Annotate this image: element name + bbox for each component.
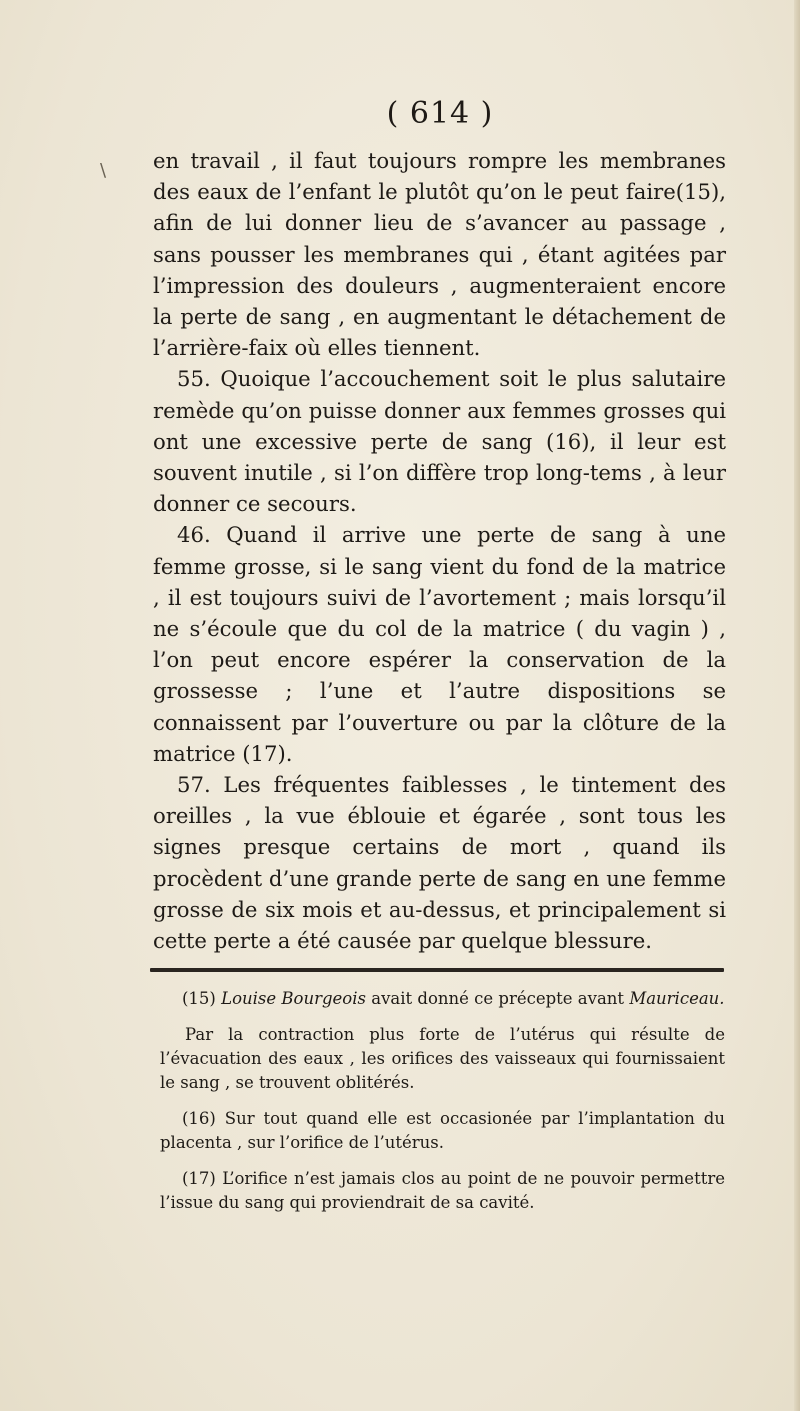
- footnote-15-name: Mauriceau.: [629, 989, 725, 1008]
- paragraph-57: 57. Les fréquentes faiblesses , le tintement des oreilles , la vue éblouie et égarée , sont tous les signes presque certains de mort , quand ils procèdent d’une grande perte de sang en une femme grosse de six mois et au-dessus, et principalement si cette perte a été causée par quelque blessure.: [153, 772, 726, 954]
- margin-mark: \: [100, 160, 107, 181]
- page-number: ( 614 ): [386, 96, 494, 131]
- footnotes: [160, 987, 725, 1227]
- page-edge-shadow: [794, 0, 800, 1411]
- footnote-15-author: Louise Bourgeois: [221, 989, 366, 1008]
- footnote-15-text: avait donné ce précepte avant: [365, 989, 630, 1008]
- main-text: [153, 145, 726, 956]
- footnote-17: (17) L’orifice n’est jamais clos au point de ne pouvoir permettre l’issue du sang qui proviendrait de sa cavité.: [160, 1169, 725, 1212]
- paragraph-55: 55. Quoique l’accouchement soit le plus salutaire remède qu’on puisse donner aux femmes grosses qui ont une excessive perte de sang (16), il leur est souvent inutile , si l’on diffère trop long-tems , à leur donner ce secours.: [153, 366, 726, 517]
- footnote-16: (16) Sur tout quand elle est occasionée par l’implantation du placenta , sur l’orifice de l’utérus.: [160, 1109, 725, 1152]
- footnote-separator-rule: [150, 968, 724, 972]
- footnote-15: [160, 987, 725, 1011]
- paragraph-continuation: en travail , il faut toujours rompre les membranes des eaux de l’enfant le plutôt qu’on le peut faire(15), afin de lui donner lieu de s’avancer au passage , sans pousser les membranes qui , étant agitées par l’impression des douleurs , augmenteraient encore la perte de sang , en augmentant le détachement de l’arrière-faix où elles tiennent.: [153, 148, 726, 361]
- footnote-15-number: (15): [182, 989, 216, 1008]
- footnote-15-continuation: Par la contraction plus forte de l’utérus qui résulte de l’évacuation des eaux , les orifices des vaisseaux qui fournissaient le sang , se trouvent oblitérés.: [160, 1025, 725, 1092]
- paragraph-46: 46. Quand il arrive une perte de sang à une femme grosse, si le sang vient du fond de la matrice , il est toujours suivi de l’avortement ; mais lorsqu’il ne s’écoule que du col de la matrice ( du vagin ) , l’on peut encore espérer la conservation de la grossesse ; l’une et l’autre dispositions se connaissent par l’ouverture ou par la clôture de la matrice (17).: [153, 522, 726, 766]
